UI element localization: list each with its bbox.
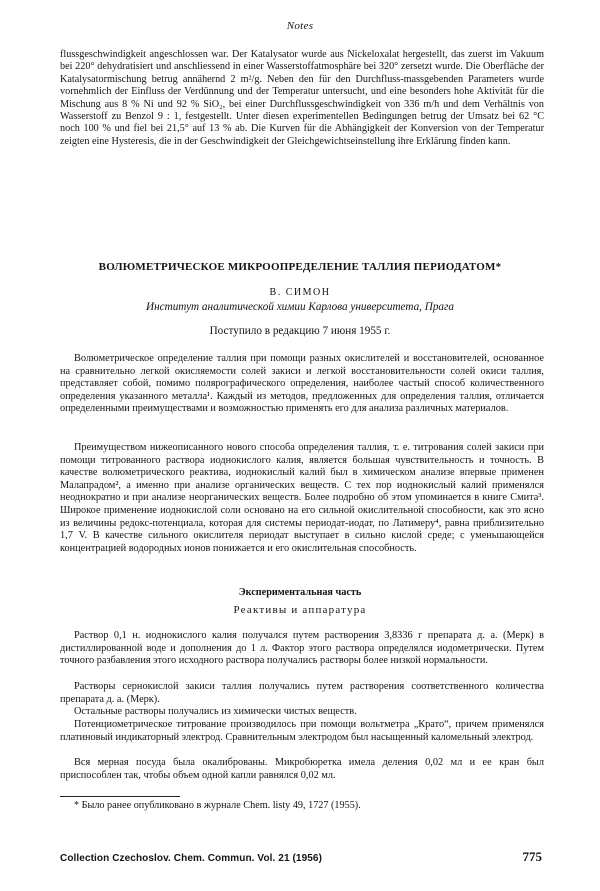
intro-paragraph-2: Преимуществом нижеописанного нового способа определения таллия, т. е. титрования солей закиси при помощи титрованного раствора иоднокислого калия, является большая чувствительность и точность. В качестве волюметрического реактива, иоднокислый калий был в химическом анализе впервые применен Малапрадом², а именно при анализе органических веществ. С тех пор иоднокислый калий применялся неоднократно и при анализе неорганических веществ. Более подробно об этом упоминается в книге Смита³. Широкое применение иоднокислой соли основано на его сильной окислительной способности, как это ясно из величины редокс-потенциала, которая для системы периодат-иодат, по Латимеру⁴, равна приблизительно 1,7 V. В качестве сильного окислителя периодат выступает в сильно кислой среде; с уменьшающейся концентрацией водородных ионов понижается и его окислительная способность.: [60, 442, 544, 554]
running-head: Notes: [286, 20, 314, 32]
journal-citation: Collection Czechoslov. Chem. Commun. Vol. 21 (1956): [60, 853, 323, 864]
author-institute: Институт аналитической химии Карлова университета, Прага: [146, 301, 454, 313]
continuation-paragraph: flussgeschwindigkeit angeschlossen war. Der Katalysator wurde aus Nickeloxalat hergestellt, das zuerst im Vakuum bei 220° dehydratisiert und anschliessend in einer Wasserstoffatmosphäre bei 320° zersetzt wurde. Die Oberfläche der Katalysatormischung betrug annähernd 2 m²/g. Neben den für den Durchfluss-massgebenden Parameters wurde vornehmlich der Einfluss der Verdünnung und der Temperatur untersucht, und eine besonders hohe Aktivität für die Mischung aus 8 % Ni und 92 % SiO₂, bei einer Durchflussgeschwindigkeit von 336 m/h und dem Verhältnis von Wasserstoff zu Benzol 9 : 1, festgestellt. Unter diesen experimentellen Bedingungen betrug der Umsatz bei 62 °C noch 100 % und fiel bei 21,5° auf 13 % ab. Die Kurven für die Abhängigkeit der Konversion von der Temperatur zeigten eine Hysteresis, die in der Geschwindigkeit der Gleichgewichtseinstellung ihre Erklärung finden kann.: [60, 49, 544, 147]
article-title: ВОЛЮМЕТРИЧЕСКОЕ МИКРООПРЕДЕЛЕНИЕ ТАЛЛИЯ ПЕРИОДАТОМ*: [98, 261, 502, 273]
section-heading: Экспериментальная часть: [238, 587, 362, 598]
page-number: 775: [522, 849, 542, 864]
intro-paragraph-1: Волюметрическое определение таллия при помощи разных окислителей и восстановителей, основанное на сравнительно легкой окисляемости солей закиси и легкой восстановительности солей окиси таллия, представляет собой, помимо полярографического определения, наиболее частый способ количественного определения указанного металла¹. Каждый из методов, предложенных для определения таллия, отличается определенными преимуществами и возможностью применять его для анализа различных материалов.: [60, 353, 544, 415]
footnote: * Было ранее опубликовано в журнале Chem. listy 49, 1727 (1955).: [74, 800, 361, 811]
experimental-paragraph-1: Раствор 0,1 н. иоднокислого калия получался путем растворения 3,8336 г препарата д. а. (Мерк) в дистиллированной воде и дополнения до 1 л. Фактор этого раствора определялся иодометрически. Путем точного разбавления этого исходного раствора получались растворы более низкой нормальности.: [60, 630, 544, 667]
experimental-paragraph-2: Растворы сернокислой закиси таллия получались путем растворения соответственного количества препарата д. а. (Мерк).: [60, 681, 544, 705]
article-author: В. СИМОН: [269, 287, 331, 298]
experimental-paragraph-4: Потенциометрическое титрование производилось при помощи вольтметра „Крато“, причем применялся платиновый индикаторный электрод. Сравнительным электродом был насыщенный каломельный электрод.: [60, 719, 544, 743]
received-date: Поступило в редакцию 7 июня 1955 г.: [209, 325, 391, 337]
footnote-divider: [60, 796, 180, 797]
experimental-paragraph-5: Вся мерная посуда была окалиброваны. Микробюретка имела деления 0,02 мл и ее кран был приспособлен так, чтобы объем одной капли равнялся 0,02 мл.: [60, 757, 544, 781]
experimental-paragraph-3: Остальные растворы получались из химически чистых веществ.: [74, 706, 357, 717]
subsection-heading: Реактивы и аппаратура: [233, 604, 367, 616]
